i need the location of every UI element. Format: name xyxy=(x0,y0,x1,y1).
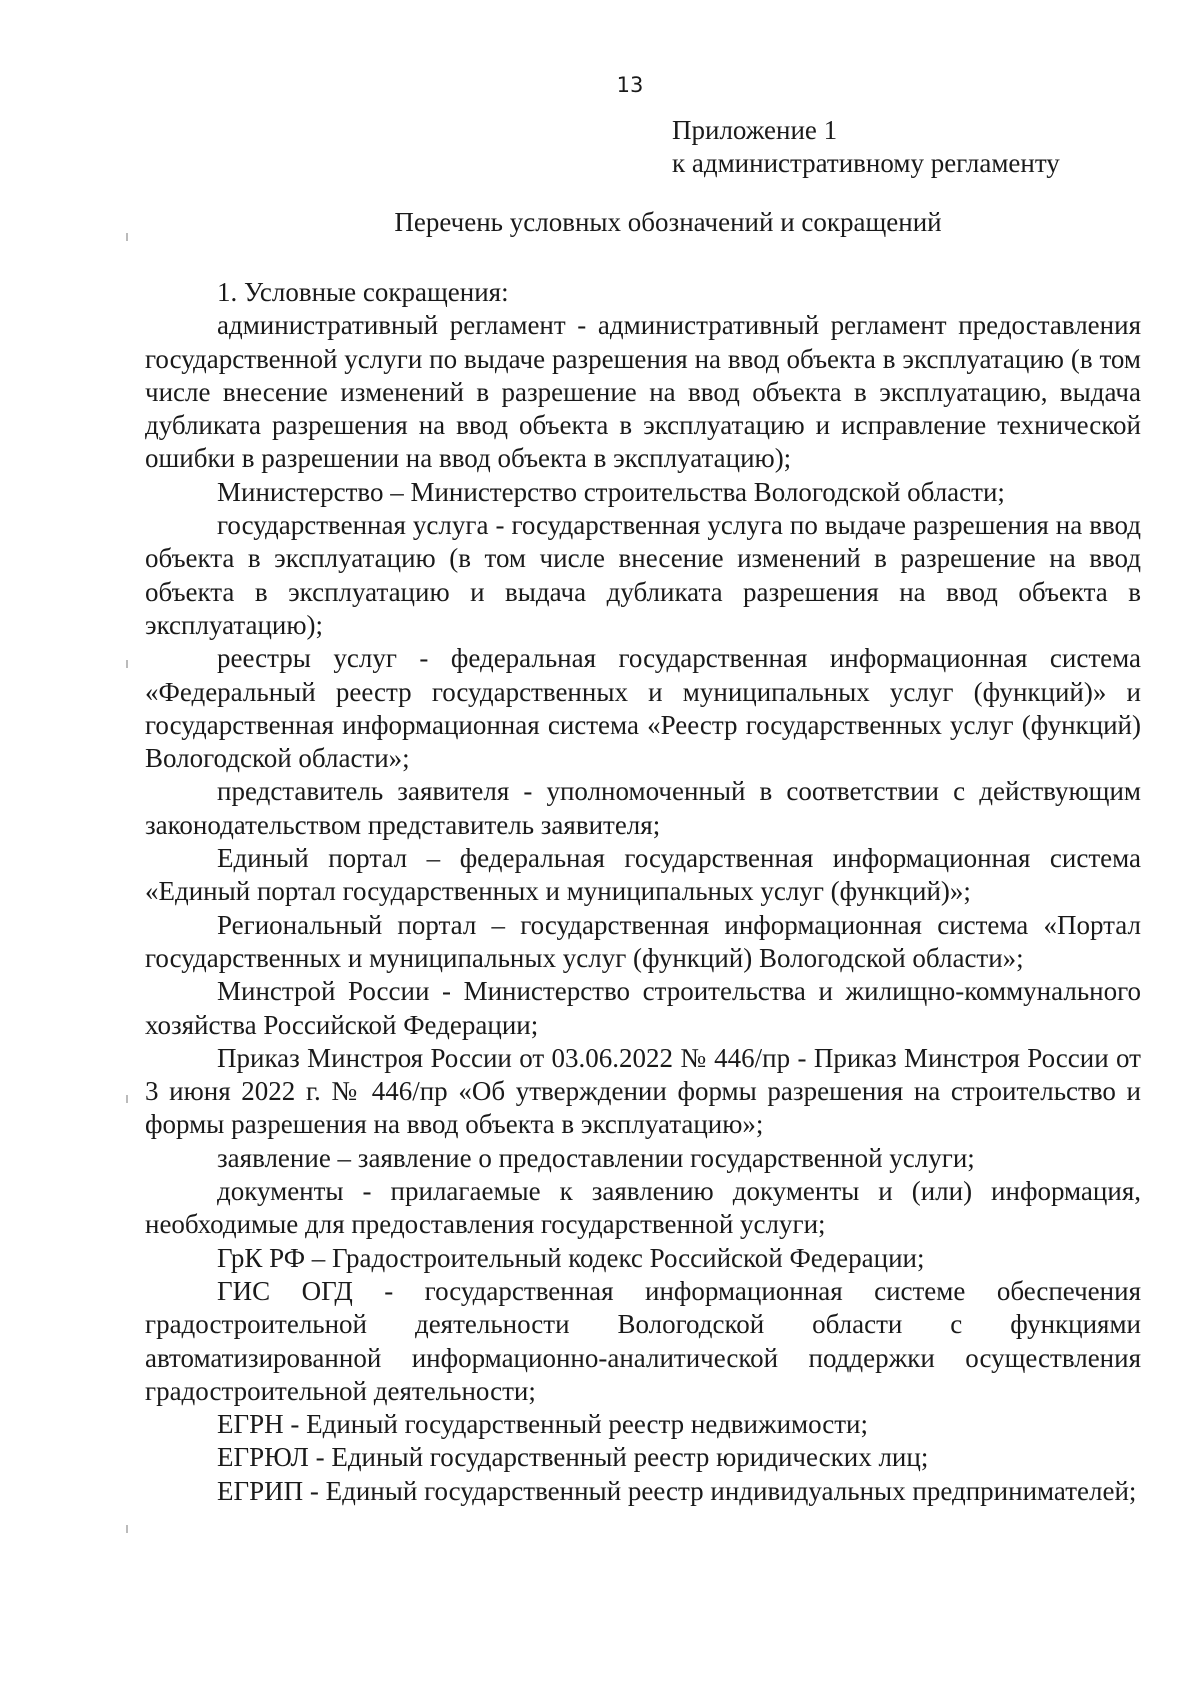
document-body xyxy=(145,276,1141,1508)
definition-application: заявление – заявление о предоставлении государственной услуги; xyxy=(217,1142,975,1173)
definition-service-registries: реестры услуг - федеральная государственная информационная система «Федеральный реестр государственных и муниципальных услуг (функций)» и государственная информационная система «Реестр государственных услуг (функций) Вологодской области»; xyxy=(145,643,1141,774)
annex-line-2: к административному регламенту xyxy=(672,148,1060,178)
annex-line-1: Приложение 1 xyxy=(672,115,838,145)
definition-minstroy: Минстрой России - Министерство строительства и жилищно-коммунального хозяйства Российской Федерации; xyxy=(145,976,1141,1040)
scan-artifact xyxy=(126,233,128,241)
definition-administrative-regulation: административный регламент - административный регламент предоставления государственной услуги по выдаче разрешения на ввод объекта в эксплуатацию (в том числе внесение изменений в разрешение на ввод объекта в эксплуатацию, выдача дубликата разрешения на ввод объекта в эксплуатацию и исправление технической ошибки в разрешении на ввод объекта в эксплуатацию); xyxy=(145,310,1141,474)
definition-egrn: ЕГРН - Единый государственный реестр недвижимости; xyxy=(217,1409,869,1440)
definition-unified-portal: Единый портал – федеральная государственная информационная система «Единый портал государственных и муниципальных услуг (функций)»; xyxy=(145,843,1141,907)
document-title: Перечень условных обозначений и сокращений xyxy=(394,207,942,237)
scan-artifact xyxy=(126,1095,128,1103)
definition-minstroy-order: Приказ Минстроя России от 03.06.2022 № 446/пр - Приказ Минстроя России от 3 июня 2022 г. № 446/пр «Об утверждении формы разрешения на строительство и формы разрешения на ввод объекта в эксплуатацию»; xyxy=(145,1042,1141,1140)
scan-artifact xyxy=(126,1525,128,1533)
definition-regional-portal: Региональный портал – государственная информационная система «Портал государственных и муниципальных услуг (функций) Вологодской области»; xyxy=(145,909,1141,973)
definition-state-service: государственная услуга - государственная услуга по выдаче разрешения на ввод объекта в эксплуатацию (в том числе внесение изменений в разрешение на ввод объекта в эксплуатацию и выдача дубликата разрешения на ввод объекта в эксплуатацию); xyxy=(145,510,1141,640)
definition-egrip: ЕГРИП - Единый государственный реестр индивидуальных предпринимателей; xyxy=(217,1475,1137,1506)
definition-grk-rf: ГрК РФ – Градостроительный кодекс Российской Федерации; xyxy=(217,1242,925,1273)
definition-applicant-representative: представитель заявителя - уполномоченный в соответствии с действующим законодательством представитель заявителя; xyxy=(145,776,1141,840)
page-number: 13 xyxy=(616,73,644,97)
definition-documents: документы - прилагаемые к заявлению документы и (или) информация, необходимые для предоставления государственной услуги; xyxy=(145,1176,1141,1240)
scan-artifact xyxy=(126,660,128,668)
section-heading: 1. Условные сокращения: xyxy=(217,277,509,307)
definition-ministry: Министерство – Министерство строительства Вологодской области; xyxy=(217,476,1005,507)
definition-gis-ogd: ГИС ОГД - государственная информационная системе обеспечения градостроительной деятельности Вологодской области с функциями автоматизированной информационно-аналитической поддержки осуществления градостроительной деятельности; xyxy=(145,1275,1141,1406)
definition-egrul: ЕГРЮЛ - Единый государственный реестр юридических лиц; xyxy=(217,1442,929,1473)
annex-header xyxy=(672,114,1060,180)
